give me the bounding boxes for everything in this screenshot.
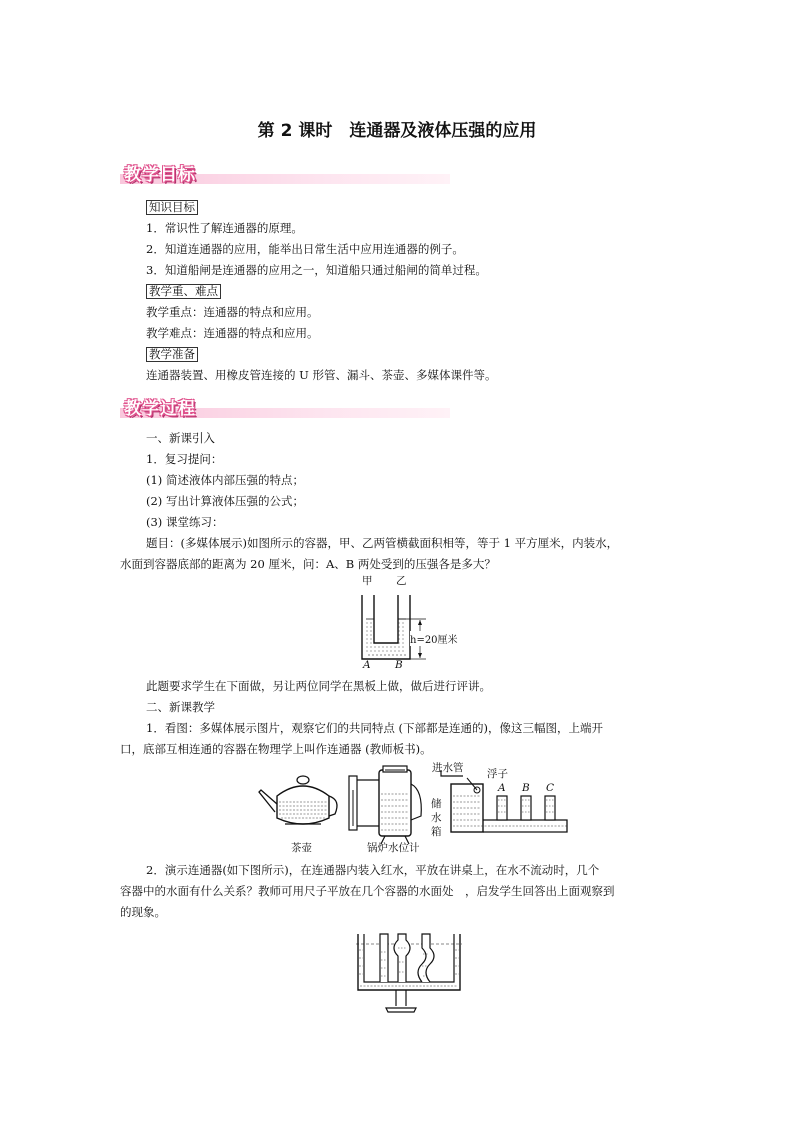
tank-label-3: 箱	[431, 826, 442, 838]
boiler-gauge-icon	[349, 766, 421, 844]
label-a: A	[498, 782, 506, 794]
key-point: 教学重点：连通器的特点和应用。	[146, 305, 319, 319]
prep-text: 连通器装置、用橡皮管连接的 U 形管、漏斗、茶壶、多媒体课件等。	[146, 368, 497, 382]
process-banner	[120, 394, 450, 420]
boiler-caption: 锅炉水位计	[367, 842, 420, 854]
objective-item-2: 2．知道连通器的应用，能举出日常生活中应用连通器的例子。	[146, 242, 464, 256]
label-h: h=20厘米	[410, 631, 458, 646]
after-problem: 此题要求学生在下面做，另让两位同学在黑板上做，做后进行评讲。	[146, 679, 491, 693]
teapot-icon	[259, 776, 337, 824]
key-heading: 教学重、难点	[146, 283, 221, 299]
prep-heading: 教学准备	[146, 346, 198, 362]
question-3: (3) 课堂练习：	[146, 515, 224, 529]
teach-1-line-1: 1．看图：多媒体展示图片，观察它们的共同特点 (下部都是连通的)，像这三幅图，上端开	[146, 721, 603, 735]
objectives-banner	[120, 160, 450, 186]
label-jia: 甲	[362, 575, 373, 587]
applications-figure	[255, 760, 585, 855]
teach-2-line-1: 2．演示连通器(如下图所示)，在连通器内装入红水，平放在讲桌上，在水不流动时，几个	[146, 863, 600, 877]
teapot-caption: 茶壶	[291, 842, 312, 854]
knowledge-heading: 知识目标	[146, 199, 198, 215]
teach-2-line-2: 容器中的水面有什么关系？教师可用尺子平放在几个容器的水面处 ，启发学生回答出上面观察到	[120, 884, 615, 898]
label-b: B	[522, 782, 530, 794]
connector-demo-figure	[350, 926, 470, 1018]
label-a: A	[363, 659, 371, 671]
question-1: (1) 简述液体内部压强的特点；	[146, 473, 304, 487]
label-yi: 乙	[396, 575, 407, 587]
banner-label: 教学过程	[124, 399, 196, 419]
question-2: (2) 写出计算液体压强的公式；	[146, 494, 304, 508]
section-1-heading: 一、新课引入	[146, 431, 215, 445]
problem-line-1: 题目：(多媒体展示)如图所示的容器，甲、乙两管横截面积相等，等于 1 平方厘米，内装水，	[146, 536, 619, 550]
banner-label: 教学目标	[124, 165, 196, 185]
objective-item-3: 3．知道船闸是连通器的应用之一，知道船只通过船闸的简单过程。	[146, 263, 487, 277]
difficult-point: 教学难点：连通器的特点和应用。	[146, 326, 319, 340]
page-title: 第 2 课时 连通器及液体压强的应用	[257, 121, 537, 141]
tank-label-2: 水	[431, 812, 442, 824]
step-1: 1．复习提问：	[146, 452, 223, 466]
section-2-heading: 二、新课教学	[146, 700, 215, 714]
u-tube-figure	[340, 573, 470, 673]
label-c: C	[546, 782, 555, 794]
label-b: B	[395, 659, 403, 671]
objective-item-1: 1．常识性了解连通器的原理。	[146, 221, 303, 235]
float-label: 浮子	[487, 768, 508, 780]
teach-2-line-3: 的现象。	[120, 905, 166, 919]
tank-label-1: 储	[431, 798, 442, 810]
inlet-label: 进水管	[432, 762, 464, 774]
problem-line-2: 水面到容器底部的距离为 20 厘米，问：A、B 两处受到的压强各是多大？	[120, 557, 496, 571]
teach-1-line-2: 口，底部互相连通的容器在物理学上叫作连通器 (教师板书)。	[120, 742, 432, 756]
